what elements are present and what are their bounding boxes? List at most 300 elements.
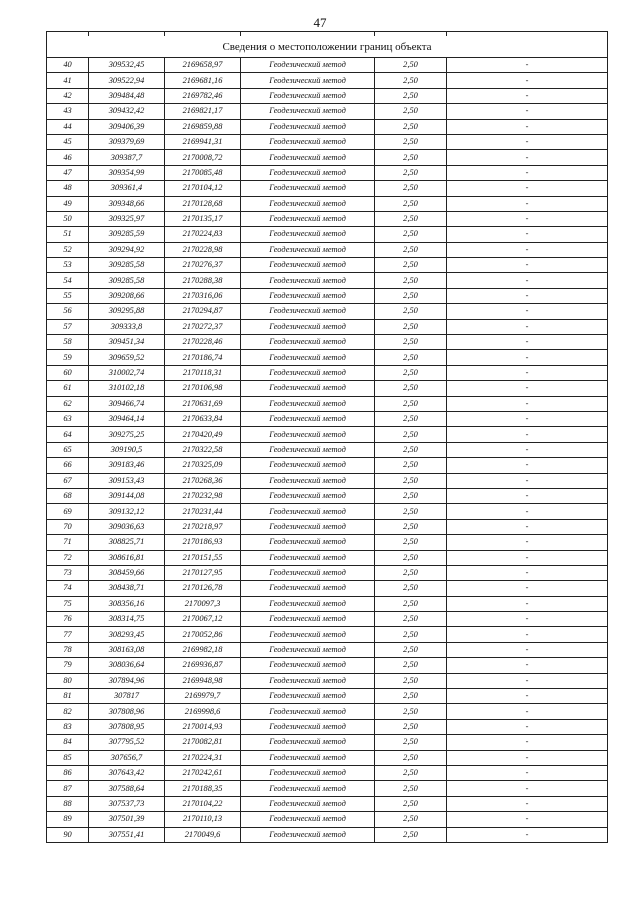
coordinate-x-cell: 309295,88 (89, 304, 165, 319)
precision-cell: 2,50 (375, 719, 447, 734)
description-cell: - (447, 658, 608, 673)
table-row (47, 242, 608, 257)
method-cell: Геодезический метод (241, 458, 375, 473)
coordinate-y-cell: 2170126,78 (165, 581, 241, 596)
precision-cell: 2,50 (375, 335, 447, 350)
coordinate-y-cell: 2170218,97 (165, 519, 241, 534)
coordinate-x-cell: 307808,96 (89, 704, 165, 719)
method-cell: Геодезический метод (241, 827, 375, 842)
precision-cell: 2,50 (375, 735, 447, 750)
coordinate-x-cell: 309183,46 (89, 458, 165, 473)
method-cell: Геодезический метод (241, 304, 375, 319)
method-cell: Геодезический метод (241, 765, 375, 780)
precision-cell: 2,50 (375, 396, 447, 411)
table-row (47, 335, 608, 350)
method-cell: Геодезический метод (241, 288, 375, 303)
point-number-cell: 42 (47, 88, 89, 103)
point-number-cell: 69 (47, 504, 89, 519)
table-row (47, 427, 608, 442)
point-number-cell: 73 (47, 565, 89, 580)
description-cell: - (447, 504, 608, 519)
point-number-cell: 48 (47, 181, 89, 196)
table-row (47, 150, 608, 165)
coordinate-x-cell: 309132,12 (89, 504, 165, 519)
method-cell: Геодезический метод (241, 58, 375, 73)
precision-cell: 2,50 (375, 411, 447, 426)
precision-cell: 2,50 (375, 658, 447, 673)
precision-cell: 2,50 (375, 627, 447, 642)
coordinate-x-cell: 308459,66 (89, 565, 165, 580)
table-row (47, 319, 608, 334)
point-number-cell: 55 (47, 288, 89, 303)
precision-cell: 2,50 (375, 58, 447, 73)
coordinate-x-cell: 309275,25 (89, 427, 165, 442)
point-number-cell: 88 (47, 796, 89, 811)
coordinate-y-cell: 2170106,98 (165, 381, 241, 396)
table-row (47, 581, 608, 596)
coordinate-y-cell: 2170128,68 (165, 196, 241, 211)
method-cell: Геодезический метод (241, 104, 375, 119)
coordinate-x-cell: 309285,58 (89, 258, 165, 273)
point-number-cell: 71 (47, 535, 89, 550)
coordinate-x-cell: 307808,95 (89, 719, 165, 734)
precision-cell: 2,50 (375, 104, 447, 119)
description-cell: - (447, 381, 608, 396)
table-row (47, 411, 608, 426)
method-cell: Геодезический метод (241, 165, 375, 180)
table-row (47, 134, 608, 149)
coordinate-x-cell: 309325,97 (89, 211, 165, 226)
coordinate-x-cell: 308825,71 (89, 535, 165, 550)
precision-cell: 2,50 (375, 642, 447, 657)
coordinate-x-cell: 308356,16 (89, 596, 165, 611)
coordinate-y-cell: 2170316,06 (165, 288, 241, 303)
method-cell: Геодезический метод (241, 396, 375, 411)
method-cell: Геодезический метод (241, 627, 375, 642)
method-cell: Геодезический метод (241, 411, 375, 426)
precision-cell: 2,50 (375, 796, 447, 811)
method-cell: Геодезический метод (241, 612, 375, 627)
method-cell: Геодезический метод (241, 750, 375, 765)
coordinate-y-cell: 2170014,93 (165, 719, 241, 734)
table-row (47, 165, 608, 180)
method-cell: Геодезический метод (241, 350, 375, 365)
point-number-cell: 49 (47, 196, 89, 211)
table-row (47, 104, 608, 119)
coordinate-y-cell: 2169982,18 (165, 642, 241, 657)
description-cell: - (447, 396, 608, 411)
description-cell: - (447, 104, 608, 119)
description-cell: - (447, 458, 608, 473)
method-cell: Геодезический метод (241, 196, 375, 211)
precision-cell: 2,50 (375, 196, 447, 211)
method-cell: Геодезический метод (241, 242, 375, 257)
method-cell: Геодезический метод (241, 227, 375, 242)
description-cell: - (447, 242, 608, 257)
coordinate-y-cell: 2170228,98 (165, 242, 241, 257)
precision-cell: 2,50 (375, 827, 447, 842)
description-cell: - (447, 765, 608, 780)
point-number-cell: 67 (47, 473, 89, 488)
coordinate-x-cell: 309484,48 (89, 88, 165, 103)
coordinate-y-cell: 2170151,55 (165, 550, 241, 565)
precision-cell: 2,50 (375, 304, 447, 319)
point-number-cell: 81 (47, 689, 89, 704)
point-number-cell: 50 (47, 211, 89, 226)
description-cell: - (447, 119, 608, 134)
coordinate-y-cell: 2170242,61 (165, 765, 241, 780)
coordinate-x-cell: 307643,42 (89, 765, 165, 780)
point-number-cell: 80 (47, 673, 89, 688)
coordinate-x-cell: 309432,42 (89, 104, 165, 119)
method-cell: Геодезический метод (241, 365, 375, 380)
table-row (47, 658, 608, 673)
description-cell: - (447, 596, 608, 611)
table-row (47, 73, 608, 88)
point-number-cell: 85 (47, 750, 89, 765)
description-cell: - (447, 411, 608, 426)
precision-cell: 2,50 (375, 458, 447, 473)
method-cell: Геодезический метод (241, 488, 375, 503)
precision-cell: 2,50 (375, 119, 447, 134)
method-cell: Геодезический метод (241, 150, 375, 165)
description-cell: - (447, 796, 608, 811)
precision-cell: 2,50 (375, 704, 447, 719)
method-cell: Геодезический метод (241, 119, 375, 134)
method-cell: Геодезический метод (241, 504, 375, 519)
precision-cell: 2,50 (375, 150, 447, 165)
coordinate-x-cell: 307894,96 (89, 673, 165, 688)
description-cell: - (447, 442, 608, 457)
method-cell: Геодезический метод (241, 581, 375, 596)
method-cell: Геодезический метод (241, 134, 375, 149)
point-number-cell: 51 (47, 227, 89, 242)
table-title: Сведения о местоположении границ объекта (47, 36, 608, 58)
method-cell: Геодезический метод (241, 381, 375, 396)
point-number-cell: 70 (47, 519, 89, 534)
table-row (47, 596, 608, 611)
coordinate-x-cell: 308036,64 (89, 658, 165, 673)
coordinate-x-cell: 309532,45 (89, 58, 165, 73)
method-cell: Геодезический метод (241, 519, 375, 534)
coordinate-y-cell: 2170631,69 (165, 396, 241, 411)
description-cell: - (447, 134, 608, 149)
description-cell: - (447, 673, 608, 688)
point-number-cell: 82 (47, 704, 89, 719)
point-number-cell: 75 (47, 596, 89, 611)
method-cell: Геодезический метод (241, 689, 375, 704)
coordinate-y-cell: 2169821,17 (165, 104, 241, 119)
method-cell: Геодезический метод (241, 719, 375, 734)
table-row (47, 565, 608, 580)
table-row (47, 181, 608, 196)
description-cell: - (447, 211, 608, 226)
coordinate-y-cell: 2170082,81 (165, 735, 241, 750)
coordinate-y-cell: 2170104,12 (165, 181, 241, 196)
description-cell: - (447, 58, 608, 73)
precision-cell: 2,50 (375, 473, 447, 488)
coordinate-x-cell: 309406,39 (89, 119, 165, 134)
coordinate-y-cell: 2170085,48 (165, 165, 241, 180)
table-row (47, 827, 608, 842)
point-number-cell: 74 (47, 581, 89, 596)
coordinate-y-cell: 2169948,98 (165, 673, 241, 688)
precision-cell: 2,50 (375, 765, 447, 780)
point-number-cell: 68 (47, 488, 89, 503)
precision-cell: 2,50 (375, 565, 447, 580)
precision-cell: 2,50 (375, 689, 447, 704)
point-number-cell: 52 (47, 242, 89, 257)
point-number-cell: 44 (47, 119, 89, 134)
table-row (47, 781, 608, 796)
table-row (47, 304, 608, 319)
precision-cell: 2,50 (375, 350, 447, 365)
method-cell: Геодезический метод (241, 658, 375, 673)
description-cell: - (447, 181, 608, 196)
description-cell: - (447, 565, 608, 580)
description-cell: - (447, 365, 608, 380)
coordinate-x-cell: 309659,52 (89, 350, 165, 365)
coordinate-y-cell: 2170186,74 (165, 350, 241, 365)
method-cell: Геодезический метод (241, 211, 375, 226)
table-row (47, 273, 608, 288)
table-row (47, 612, 608, 627)
description-cell: - (447, 581, 608, 596)
point-number-cell: 54 (47, 273, 89, 288)
coordinate-x-cell: 308314,75 (89, 612, 165, 627)
table-row (47, 504, 608, 519)
coordinate-y-cell: 2170135,17 (165, 211, 241, 226)
coordinate-y-cell: 2169859,88 (165, 119, 241, 134)
table-row (47, 458, 608, 473)
coordinate-y-cell: 2170325,09 (165, 458, 241, 473)
point-number-cell: 60 (47, 365, 89, 380)
method-cell: Геодезический метод (241, 535, 375, 550)
point-number-cell: 41 (47, 73, 89, 88)
point-number-cell: 76 (47, 612, 89, 627)
method-cell: Геодезический метод (241, 781, 375, 796)
precision-cell: 2,50 (375, 596, 447, 611)
coordinate-x-cell: 308438,71 (89, 581, 165, 596)
method-cell: Геодезический метод (241, 427, 375, 442)
method-cell: Геодезический метод (241, 796, 375, 811)
method-cell: Геодезический метод (241, 319, 375, 334)
method-cell: Геодезический метод (241, 642, 375, 657)
coordinate-y-cell: 2170276,37 (165, 258, 241, 273)
description-cell: - (447, 627, 608, 642)
method-cell: Геодезический метод (241, 442, 375, 457)
point-number-cell: 89 (47, 812, 89, 827)
method-cell: Геодезический метод (241, 704, 375, 719)
point-number-cell: 86 (47, 765, 89, 780)
description-cell: - (447, 535, 608, 550)
boundary-table-container (46, 31, 607, 843)
coordinate-y-cell: 2170232,98 (165, 488, 241, 503)
coordinate-y-cell: 2170110,13 (165, 812, 241, 827)
precision-cell: 2,50 (375, 550, 447, 565)
method-cell: Геодезический метод (241, 473, 375, 488)
coordinate-y-cell: 2169936,87 (165, 658, 241, 673)
point-number-cell: 46 (47, 150, 89, 165)
page-number: 47 (313, 15, 327, 30)
coordinate-y-cell: 2170228,46 (165, 335, 241, 350)
method-cell: Геодезический метод (241, 258, 375, 273)
coordinate-y-cell: 2170188,35 (165, 781, 241, 796)
table-row (47, 627, 608, 642)
description-cell: - (447, 704, 608, 719)
coordinate-x-cell: 309036,63 (89, 519, 165, 534)
precision-cell: 2,50 (375, 273, 447, 288)
method-cell: Геодезический метод (241, 550, 375, 565)
table-row (47, 350, 608, 365)
precision-cell: 2,50 (375, 442, 447, 457)
coordinate-x-cell: 309522,94 (89, 73, 165, 88)
description-cell: - (447, 488, 608, 503)
table-row (47, 519, 608, 534)
point-number-cell: 53 (47, 258, 89, 273)
coordinate-y-cell: 2170049,6 (165, 827, 241, 842)
coordinate-x-cell: 309190,5 (89, 442, 165, 457)
coordinate-y-cell: 2169941,31 (165, 134, 241, 149)
precision-cell: 2,50 (375, 381, 447, 396)
coordinate-x-cell: 309464,14 (89, 411, 165, 426)
table-row (47, 765, 608, 780)
point-number-cell: 56 (47, 304, 89, 319)
precision-cell: 2,50 (375, 488, 447, 503)
description-cell: - (447, 719, 608, 734)
point-number-cell: 63 (47, 411, 89, 426)
point-number-cell: 59 (47, 350, 89, 365)
method-cell: Геодезический метод (241, 88, 375, 103)
description-cell: - (447, 473, 608, 488)
table-row (47, 381, 608, 396)
coordinate-y-cell: 2170008,72 (165, 150, 241, 165)
description-cell: - (447, 150, 608, 165)
coordinate-y-cell: 2170104,22 (165, 796, 241, 811)
table-row (47, 88, 608, 103)
point-number-cell: 77 (47, 627, 89, 642)
coordinate-x-cell: 308293,45 (89, 627, 165, 642)
coordinate-y-cell: 2170067,12 (165, 612, 241, 627)
table-row (47, 396, 608, 411)
point-number-cell: 66 (47, 458, 89, 473)
description-cell: - (447, 165, 608, 180)
coordinate-x-cell: 309354,99 (89, 165, 165, 180)
method-cell: Геодезический метод (241, 565, 375, 580)
description-cell: - (447, 319, 608, 334)
point-number-cell: 78 (47, 642, 89, 657)
coordinate-x-cell: 309348,66 (89, 196, 165, 211)
table-title-row (47, 36, 608, 58)
table-row (47, 365, 608, 380)
coordinate-y-cell: 2169658,97 (165, 58, 241, 73)
table-row (47, 535, 608, 550)
coordinate-y-cell: 2170224,83 (165, 227, 241, 242)
description-cell: - (447, 827, 608, 842)
coordinate-x-cell: 309451,34 (89, 335, 165, 350)
coordinate-y-cell: 2170294,87 (165, 304, 241, 319)
coordinate-y-cell: 2169782,46 (165, 88, 241, 103)
description-cell: - (447, 689, 608, 704)
coordinate-y-cell: 2169979,7 (165, 689, 241, 704)
coordinate-x-cell: 307551,41 (89, 827, 165, 842)
precision-cell: 2,50 (375, 519, 447, 534)
coordinate-x-cell: 309208,66 (89, 288, 165, 303)
coordinate-x-cell: 307795,52 (89, 735, 165, 750)
coordinate-y-cell: 2169998,6 (165, 704, 241, 719)
description-cell: - (447, 350, 608, 365)
precision-cell: 2,50 (375, 88, 447, 103)
precision-cell: 2,50 (375, 258, 447, 273)
point-number-cell: 57 (47, 319, 89, 334)
coordinate-y-cell: 2170322,58 (165, 442, 241, 457)
table-row (47, 442, 608, 457)
point-number-cell: 40 (47, 58, 89, 73)
point-number-cell: 79 (47, 658, 89, 673)
precision-cell: 2,50 (375, 750, 447, 765)
table-row (47, 642, 608, 657)
coordinate-x-cell: 307588,64 (89, 781, 165, 796)
table-row (47, 196, 608, 211)
precision-cell: 2,50 (375, 242, 447, 257)
precision-cell: 2,50 (375, 581, 447, 596)
description-cell: - (447, 781, 608, 796)
table-row (47, 796, 608, 811)
description-cell: - (447, 519, 608, 534)
precision-cell: 2,50 (375, 812, 447, 827)
table-row (47, 58, 608, 73)
coordinate-y-cell: 2170288,38 (165, 273, 241, 288)
method-cell: Геодезический метод (241, 335, 375, 350)
table-row (47, 673, 608, 688)
table-row (47, 119, 608, 134)
description-cell: - (447, 812, 608, 827)
coordinate-y-cell: 2170420,49 (165, 427, 241, 442)
precision-cell: 2,50 (375, 319, 447, 334)
precision-cell: 2,50 (375, 73, 447, 88)
method-cell: Геодезический метод (241, 273, 375, 288)
method-cell: Геодезический метод (241, 73, 375, 88)
point-number-cell: 65 (47, 442, 89, 457)
method-cell: Геодезический метод (241, 673, 375, 688)
description-cell: - (447, 227, 608, 242)
description-cell: - (447, 288, 608, 303)
description-cell: - (447, 750, 608, 765)
coordinate-y-cell: 2170231,44 (165, 504, 241, 519)
coordinate-y-cell: 2170633,84 (165, 411, 241, 426)
coordinate-x-cell: 309379,69 (89, 134, 165, 149)
description-cell: - (447, 88, 608, 103)
precision-cell: 2,50 (375, 673, 447, 688)
coordinate-x-cell: 309285,58 (89, 273, 165, 288)
coordinate-x-cell: 309387,7 (89, 150, 165, 165)
point-number-cell: 61 (47, 381, 89, 396)
method-cell: Геодезический метод (241, 181, 375, 196)
point-number-cell: 87 (47, 781, 89, 796)
coordinate-x-cell: 309153,43 (89, 473, 165, 488)
coordinate-x-cell: 307817 (89, 689, 165, 704)
coordinate-x-cell: 307656,7 (89, 750, 165, 765)
precision-cell: 2,50 (375, 612, 447, 627)
coordinate-y-cell: 2170127,95 (165, 565, 241, 580)
description-cell: - (447, 612, 608, 627)
table-row (47, 288, 608, 303)
description-cell: - (447, 427, 608, 442)
table-row (47, 550, 608, 565)
table-row (47, 211, 608, 226)
precision-cell: 2,50 (375, 535, 447, 550)
coordinate-x-cell: 309466,74 (89, 396, 165, 411)
